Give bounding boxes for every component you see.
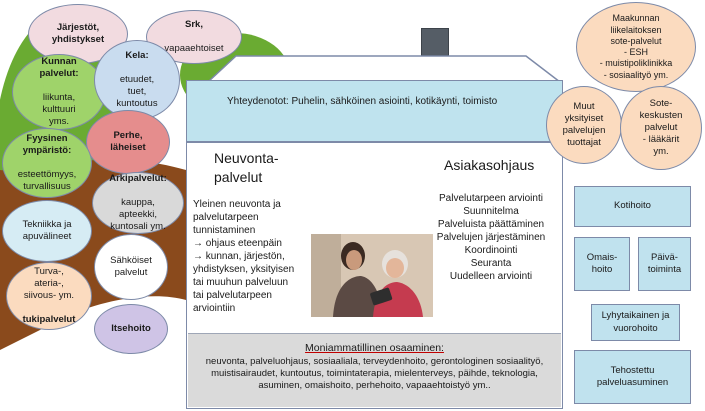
asiakasohjaus-list	[430, 192, 552, 283]
box-omaishoito	[574, 237, 630, 291]
box-paivatoiminta	[638, 237, 691, 291]
box-kotihoito	[574, 186, 691, 227]
neuvonta-line: palvelutarpeen	[193, 212, 259, 223]
ellipse-title: Kunnan palvelut:	[39, 56, 79, 80]
ellipse-title: Kela:	[125, 50, 149, 62]
ellipse-body: Maakunnan liikelaitoksen sote-palvelut - ESH - muistipoliklinikka - sosiaalityö ym.	[599, 13, 673, 80]
box-label: Kotihoito	[614, 200, 651, 212]
ellipse-title: Fyysinen ympäristö:	[22, 133, 72, 157]
ellipse-kela	[94, 40, 180, 120]
ellipse-body: vapaaehtoiset	[164, 42, 224, 54]
ellipse-body: etuudet, tuet, kuntoutus	[116, 74, 158, 109]
ellipse-title: Perhe, läheiset	[110, 130, 146, 153]
ellipse-body: kauppa, apteekki, kuntosali ym.	[110, 197, 166, 232]
ellipse-kunnan-palvelut	[12, 54, 106, 130]
neuvonta-line: Yleinen neuvonta ja	[193, 199, 281, 210]
ellipse-fyysinen-ymparisto	[2, 128, 92, 198]
box-label: Lyhytaikainen ja vuorohoito	[601, 310, 670, 334]
neuvonta-line: tai palvelutarpeen	[193, 290, 272, 301]
neuvonta-description	[193, 198, 323, 315]
asiakasohjaus-item: Seuranta	[470, 258, 512, 269]
ellipse-title: Arkipalvelut:	[109, 173, 167, 185]
moniammatillinen-osaaminen-box	[188, 333, 561, 407]
ellipse-title: Itsehoito	[111, 323, 151, 335]
contact-methods-text: Yhteydenotot: Puhelin, sähköinen asiointi, kotikäynti, toimisto	[227, 96, 498, 107]
ellipse-body: Muut yksityiset palvelujen tuottajat	[562, 101, 606, 148]
asiakasohjaus-item: Suunnitelma	[463, 206, 519, 217]
ellipse-body: Tekniikka ja apuvälineet	[22, 219, 72, 242]
ellipse-title: Järjestöt, yhdistykset	[51, 22, 105, 45]
ellipse-title: Srk,	[185, 19, 203, 31]
asiakasohjaus-item: Koordinointi	[464, 245, 518, 256]
asiakasohjaus-item: Palvelutarpeen arviointi	[439, 193, 543, 204]
neuvonta-line: arviointiin	[193, 303, 236, 314]
box-lyhytaikainen	[591, 304, 680, 341]
moniammatillinen-text: neuvonta, palveluohjaus, sosiaaliala, terveydenhoito, gerontologinen sosiaalityö, muistisairaudet, kuntoutus, toimintaterapia, mielenterveys, päihde, teknologia, asuminen, omaishoito, perhehoito, vapaaehtoistyö ym..	[205, 355, 544, 392]
box-tehostettu	[574, 350, 691, 404]
asiakasohjaus-item: Palvelujen järjestäminen	[436, 232, 546, 243]
neuvonta-line: → kunnan, järjestön,	[193, 251, 285, 262]
ellipse-muut-yksityiset	[546, 86, 622, 164]
asiakasohjaus-item: Uudelleen arviointi	[449, 271, 533, 282]
neuvonta-line: tunnistaminen	[193, 225, 256, 236]
ellipse-sote-keskukset	[620, 86, 702, 170]
ellipse-sahkoiset-palvelut	[94, 234, 168, 300]
asiakasohjaus-title: Asiakasohjaus	[444, 157, 535, 173]
ellipse-maakunnan-sote	[576, 2, 696, 92]
box-label: Tehostettu palveluasuminen	[596, 364, 669, 388]
roof-band	[186, 80, 563, 142]
ellipse-body: Turva-, ateria-, siivous- ym.	[23, 266, 75, 302]
ellipse-itsehoito	[94, 304, 168, 354]
ellipse-title: tukipalvelut	[22, 313, 76, 325]
neuvonta-line: tai muuhun palveluun	[193, 277, 289, 288]
neuvonta-line: yhdistyksen, yksityisen	[193, 264, 295, 275]
chimney	[421, 28, 449, 56]
ellipse-turva	[6, 262, 92, 330]
neuvonta-line: → ohjaus eteenpäin	[193, 238, 282, 249]
asiakasohjaus-item: Palveluista päättäminen	[437, 219, 545, 230]
neuvonta-title: Neuvonta- palvelut	[214, 150, 279, 185]
photo-two-women-with-tablet	[311, 234, 433, 317]
ellipse-body: liikunta, kulttuuri yms.	[42, 92, 76, 127]
ellipse-body: esteettömyys, turvallisuus	[17, 168, 77, 192]
moniammatillinen-title: Moniammatillinen osaaminen:	[305, 342, 444, 354]
ellipse-tekniikka	[2, 200, 92, 262]
box-label: Omais- hoito	[586, 251, 618, 275]
box-label: Päivä- toiminta	[647, 251, 682, 275]
ellipse-body: Sote- keskusten palvelut - lääkärit ym.	[639, 98, 683, 157]
ellipse-body: Sähköiset palvelut	[110, 255, 152, 278]
roof-slope	[186, 55, 563, 83]
ellipse-arkipalvelut	[92, 172, 184, 234]
